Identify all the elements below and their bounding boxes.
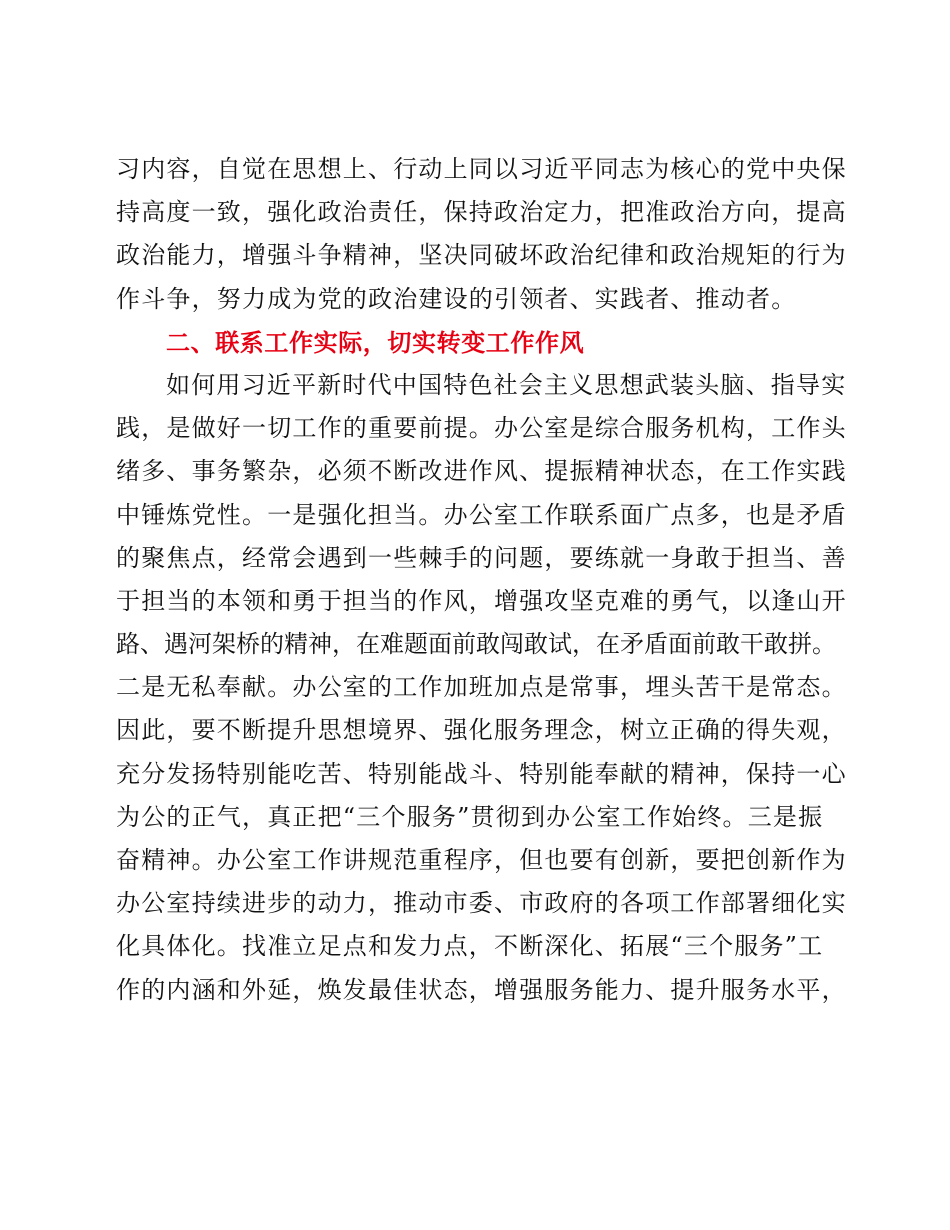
text-line: 化具体化。找准立足点和发力点，不断深化、拓展“三个服务”工 <box>116 932 824 961</box>
text-line: 绪多、事务繁杂，必须不断改进作风、提振精神状态，在工作实践 <box>116 457 847 486</box>
paragraph-first-line: 如何用习近平新时代中国特色社会主义思想武装头脑、指导实 <box>166 370 847 399</box>
text-line: 政治能力，增强斗争精神，坚决同破坏政治纪律和政治规矩的行为 <box>116 241 847 270</box>
text-line: 习内容，自觉在思想上、行动上同以习近平同志为核心的党中央保 <box>116 155 847 183</box>
text-line: 于担当的本领和勇于担当的作风，增强攻坚克难的勇气，以逢山开 <box>116 586 847 615</box>
text-line: 为公的正气，真正把“三个服务”贯彻到办公室工作始终。三是振 <box>116 802 824 831</box>
text-line: 持高度一致，强化政治责任，保持政治定力，把准政治方向，提高 <box>116 198 847 227</box>
text-line: 因此，要不断提升思想境界、强化服务理念，树立正确的得失观， <box>116 716 847 745</box>
text-line: 充分发扬特别能吃苦、特别能战斗、特别能奉献的精神，保持一心 <box>116 759 847 788</box>
document-body <box>116 148 847 1012</box>
text-line: 奋精神。办公室工作讲规范重程序，但也要有创新，要把创新作为 <box>116 846 847 874</box>
text-line: 践，是做好一切工作的重要前提。办公室是综合服务机构，工作头 <box>116 414 847 443</box>
text-line: 二是无私奉献。办公室的工作加班加点是常事，埋头苦干是常态。 <box>116 673 847 702</box>
text-line: 办公室持续进步的动力，推动市委、市政府的各项工作部署细化实 <box>116 889 847 918</box>
section-heading: 二、联系工作实际，切实转变工作作风 <box>166 327 585 357</box>
text-line: 的聚焦点，经常会遇到一些棘手的问题，要练就一身敢于担当、善 <box>116 543 847 572</box>
text-line: 中锤炼党性。一是强化担当。办公室工作联系面广点多，也是矛盾 <box>116 500 847 529</box>
text-line: 路、遇河架桥的精神，在难题面前敢闯敢试，在矛盾面前敢干敢拼。 <box>116 630 836 659</box>
text-line: 作斗争，努力成为党的政治建设的引领者、实践者、推动者。 <box>116 284 797 313</box>
text-line: 作的内涵和外延，焕发最佳状态，增强服务能力、提升服务水平， <box>116 975 847 1004</box>
